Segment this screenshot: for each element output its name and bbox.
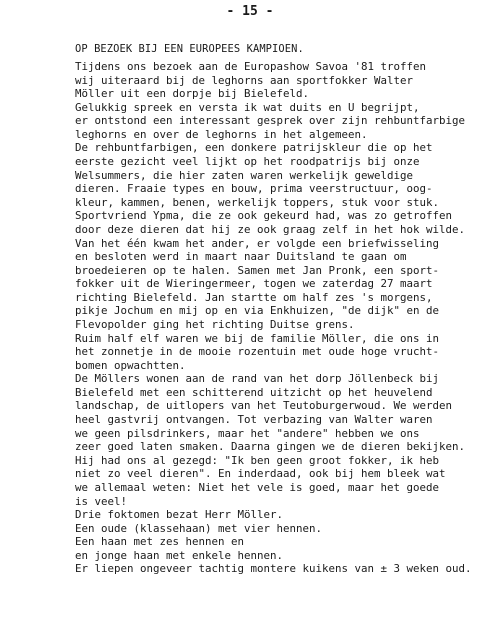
text-line: we geen pilsdrinkers, maar het "andere" hebben we ons: [75, 426, 420, 440]
text-line: Flevopolder ging het richting Duitse grens.: [75, 317, 355, 331]
text-line: Een oude (klassehaan) met vier hennen.: [75, 521, 323, 535]
text-line: Een haan met zes hennen en: [75, 535, 245, 549]
text-line: broedeieren op te halen. Samen met Jan Pronk, een sport-: [75, 263, 440, 277]
text-line: we allemaal weten: Niet het vele is goed, maar het goede: [75, 480, 440, 494]
text-line: dieren. Fraaie types en bouw, prima veerstructuur, oog-: [75, 182, 433, 196]
text-line: richting Bielefeld. Jan startte om half zes 's morgens,: [75, 290, 433, 304]
text-line: Bielefeld met een schitterend uitzicht op het heuvelend: [75, 385, 433, 399]
text-line: door deze dieren dat hij ze ook graag zelf in het hok wilde.: [75, 222, 466, 236]
page-number: - 15 -: [226, 4, 274, 19]
article-title: OP BEZOEK BIJ EEN EUROPEES KAMPIOEN.: [75, 43, 304, 55]
article-body: [75, 60, 495, 576]
text-line: fokker uit de Wieringermeer, togen we zaterdag 27 maart: [75, 277, 433, 291]
text-line: Drie foktomen bezat Herr Möller.: [75, 508, 284, 522]
text-line: zeer goed laten smaken. Daarna gingen we de dieren bekijken.: [75, 440, 466, 454]
text-line: De rehbuntfarbigen, een donkere patrijskleur die op het: [75, 141, 433, 155]
text-line: De Möllers wonen aan de rand van het dorp Jöllenbeck bij: [75, 372, 440, 386]
text-line: en besloten werd in maart naar Duitsland te gaan om: [75, 250, 407, 264]
text-line: niet zo veel dieren". En inderdaad, ook bij hem bleek wat: [75, 467, 446, 481]
text-line: wij uiteraard bij de leghorns aan sportfokker Walter: [75, 73, 414, 87]
text-line: Hij had ons al gezegd: "Ik ben geen groot fokker, ik heb: [75, 453, 440, 467]
text-line: Van het één kwam het ander, er volgde een briefwisseling: [75, 236, 440, 250]
text-line: Gelukkig spreek en versta ik wat duits en U begrijpt,: [75, 100, 420, 114]
text-line: het zonnetje in de mooie rozentuin met oude hoge vrucht-: [75, 345, 440, 359]
text-line: leghorns en over de leghorns in het algemeen.: [75, 127, 368, 141]
text-line: en jonge haan met enkele hennen.: [75, 548, 284, 562]
text-line: Möller uit een dorpje bij Bielefeld.: [75, 87, 310, 101]
text-line: kleur, kammen, benen, werkelijk toppers, stuk voor stuk.: [75, 195, 440, 209]
text-line: Tijdens ons bezoek aan de Europashow Savoa '81 troffen: [75, 60, 427, 73]
text-line: bomen opwachtten.: [75, 358, 186, 372]
text-line: Er liepen ongeveer tachtig montere kuikens van ± 3 weken oud.: [75, 562, 472, 576]
text-line: Welsummers, die hier zaten waren werkelijk geweldige: [75, 168, 414, 182]
text-line: eerste gezicht veel lijkt op het roodpatrijs bij onze: [75, 155, 420, 169]
text-line: pikje Jochum en mij op en via Enkhuizen, "de dijk" en de: [75, 304, 440, 318]
text-line: Sportvriend Ypma, die ze ook gekeurd had, was zo getroffen: [75, 209, 453, 223]
text-line: Ruim half elf waren we bij de familie Möller, die ons in: [75, 331, 440, 345]
text-line: er ontstond een interessant gesprek over zijn rehbuntfarbige: [75, 114, 466, 128]
text-line: heel gastvrij ontvangen. Tot verbazing van Walter waren: [75, 413, 433, 427]
text-line: is veel!: [75, 494, 128, 508]
text-line: landschap, de uitlopers van het Teutoburgerwoud. We werden: [75, 399, 453, 413]
